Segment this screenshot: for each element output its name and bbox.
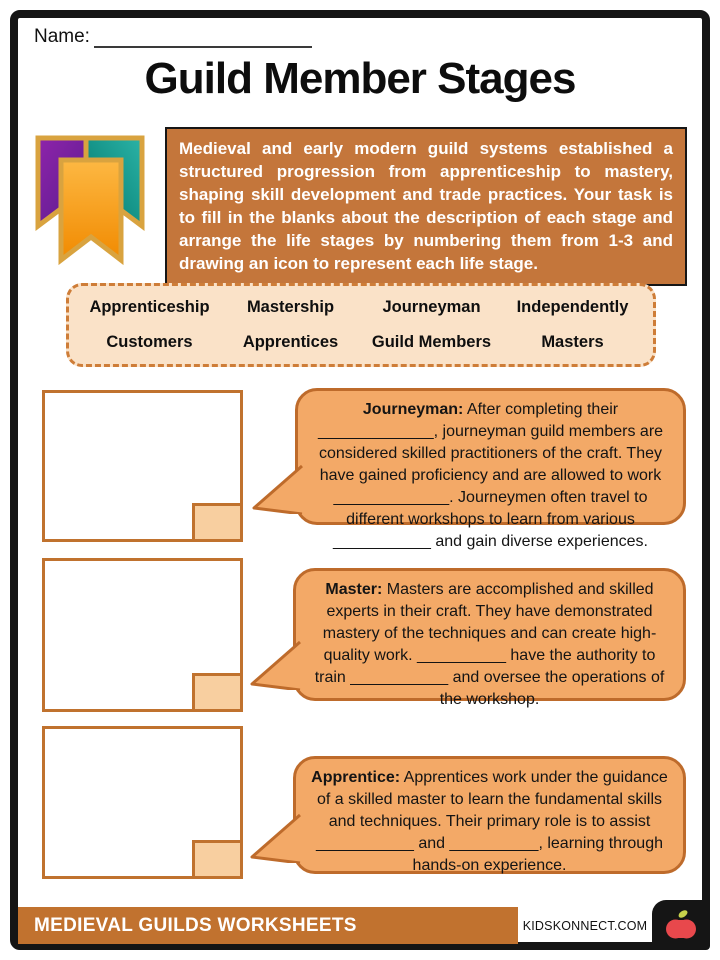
- word-bank-item: Apprentices: [242, 333, 339, 351]
- stage-body: Masters are accomplished and skilled experts in their craft. They have demonstrated mastery of the techniques and can create high-quality work. __________ have the authority to train ___________ and oversee the operations of the workshop.: [314, 581, 665, 708]
- word-bank-item: Masters: [541, 333, 604, 351]
- word-bank-item: Independently: [516, 298, 629, 316]
- stage-label: Master:: [325, 581, 383, 598]
- word-bank-item: Journeyman: [382, 298, 481, 316]
- speech-bubble-journeyman: [295, 388, 686, 550]
- instructions-box: Medieval and early modern guild systems established a structured progression from apprenticeship to mastery, shaping skill development and trade practices. Your task is to fill in the blanks about the description of each stage and arrange the life stages by numbering them from 1-3 and drawing an icon to represent each life stage.: [165, 127, 687, 286]
- number-square[interactable]: [192, 673, 243, 712]
- number-square[interactable]: [192, 840, 243, 879]
- bubble-tail: [250, 632, 302, 690]
- drawing-box-master[interactable]: [42, 558, 243, 712]
- speech-bubble-master: [293, 568, 686, 708]
- name-blank-line[interactable]: [94, 27, 312, 48]
- number-square[interactable]: [192, 503, 243, 542]
- name-label: Name:: [34, 26, 90, 47]
- word-bank: [66, 283, 656, 367]
- drawing-box-apprentice[interactable]: [42, 726, 243, 879]
- word-bank-item: Mastership: [246, 298, 335, 316]
- site-link[interactable]: KIDSKONNECT.COM: [522, 919, 648, 933]
- stage-body: After completing their _____________, journeyman guild members are considered skilled practitioners of the craft. They have gained proficiency and are allowed to work _____________. Journeymen often travel to different workshops to learn from various ___________ and gain diverse experiences.: [317, 401, 664, 550]
- stage-label: Journeyman:: [362, 401, 464, 418]
- apple-icon: [665, 907, 697, 943]
- brand-logo-block: [652, 900, 710, 950]
- word-bank-item: Apprenticeship: [89, 298, 210, 316]
- word-bank-item: Customers: [106, 333, 193, 351]
- drawing-box-journeyman[interactable]: [42, 390, 243, 542]
- bubble-tail: [252, 456, 304, 514]
- stage-body: Apprentices work under the guidance of a skilled master to learn the fundamental skills and techniques. Their primary role is to assist ___________ and __________, learning through hands-on experience.: [316, 769, 668, 874]
- stage-label: Apprentice:: [311, 769, 401, 786]
- ribbon-badges-icon: [28, 130, 152, 268]
- footer-series-bar: MEDIEVAL GUILDS WORKSHEETS: [18, 907, 518, 944]
- bubble-tail: [250, 805, 302, 863]
- word-bank-item: Guild Members: [371, 333, 492, 351]
- name-row: [34, 26, 312, 48]
- page-title: Guild Member Stages: [144, 54, 576, 103]
- speech-bubble-apprentice: [293, 756, 686, 874]
